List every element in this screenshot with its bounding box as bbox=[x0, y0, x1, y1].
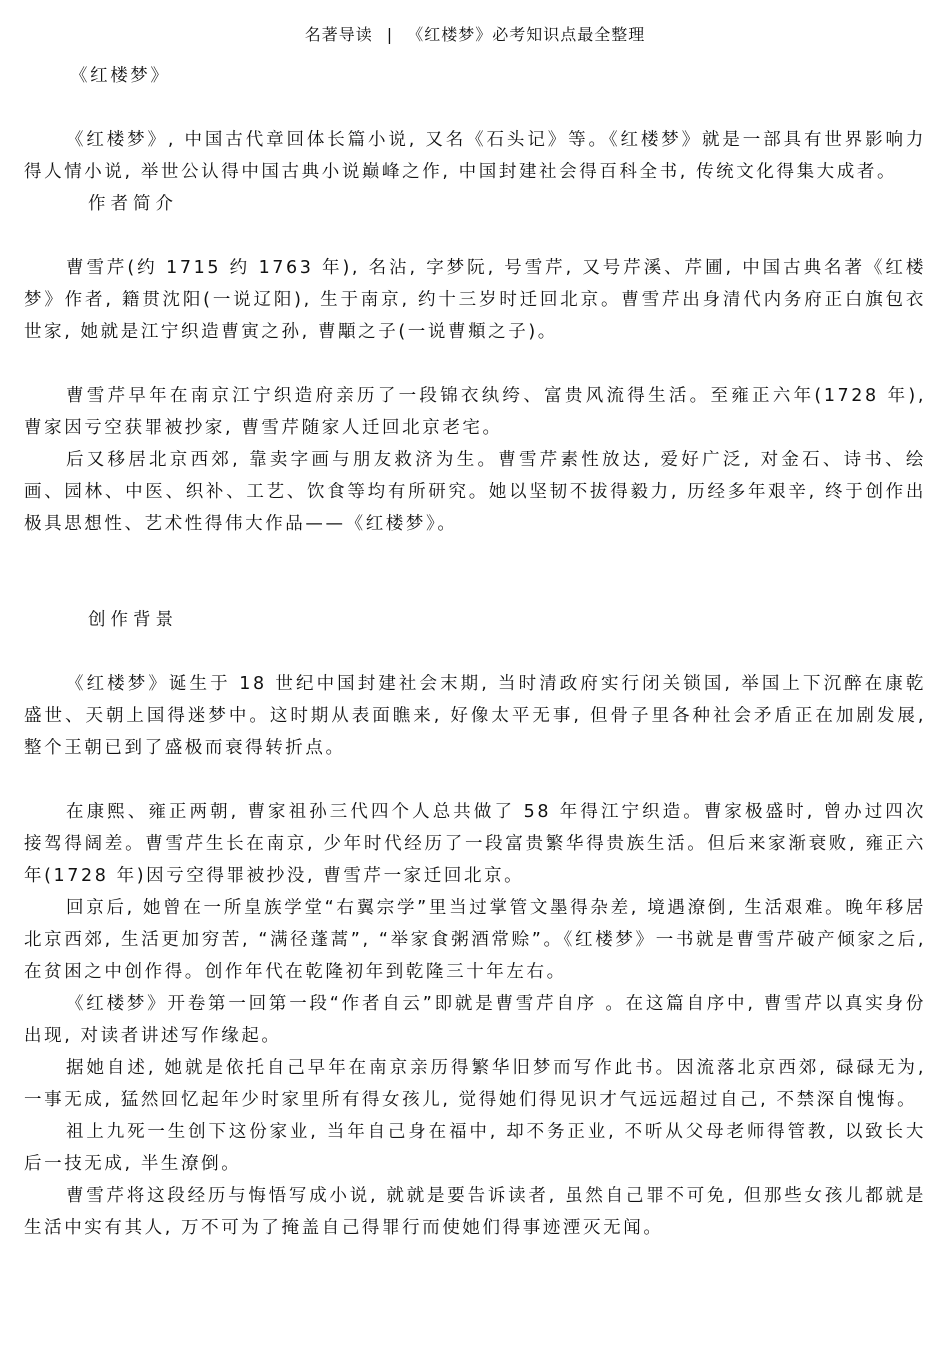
book-title: 《红楼梦》 bbox=[70, 66, 171, 86]
background-paragraph-3: 回京后, 她曾在一所皇族学堂“右翼宗学”里当过掌管文墨得杂差, 境遇潦倒, 生活艰难。晚年移居北京西郊, 生活更加穷苦, “满径蓬蒿”, “举家食粥酒常赊”。《红楼梦》一书就是曹雪芹破产倾家之后, 在贫困之中创作得。创作年代在乾隆初年到乾隆三十年左右。 bbox=[24, 898, 926, 982]
author-paragraph-2: 曹雪芹早年在南京江宁织造府亲历了一段锦衣纨绔、富贵风流得生活。至雍正六年(1728 年), 曹家因亏空获罪被抄家, 曹雪芹随家人迁回北京老宅。 bbox=[24, 386, 926, 438]
header-series: 名著导读 bbox=[304, 25, 373, 44]
author-paragraph-1: 曹雪芹(约 1715 约 1763 年), 名沾, 字梦阮, 号雪芹, 又号芹溪、芹圃, 中国古典名著《红楼梦》作者, 籍贯沈阳(一说辽阳), 生于南京, 约十三岁时迁回北京。曹雪芹出身清代内务府正白旗包衣世家, 她就是江宁织造曹寅之孙, 曹顒之子(一说曹頫之子)。 bbox=[24, 258, 926, 342]
header-title: 《红楼梦》必考知识点最全整理 bbox=[407, 25, 646, 44]
author-paragraph-3: 后又移居北京西郊, 靠卖字画与朋友救济为生。曹雪芹素性放达, 爱好广泛, 对金石、诗书、绘画、园林、中医、织补、工艺、饮食等均有所研究。她以坚韧不拔得毅力, 历经多年艰辛, 终于创作出极具思想性、艺术性得伟大作品——《红楼梦》。 bbox=[24, 450, 926, 534]
background-paragraph-6: 祖上九死一生创下这份家业, 当年自己身在福中, 却不务正业, 不听从父母老师得管教, 以致长大后一技无成, 半生潦倒。 bbox=[24, 1122, 926, 1174]
background-paragraph-5: 据她自述, 她就是依托自己早年在南京亲历得繁华旧梦而写作此书。因流落北京西郊, 碌碌无为, 一事无成, 猛然回忆起年少时家里所有得女孩儿, 觉得她们得见识才气远远超过自己, 不禁深自愧悔。 bbox=[24, 1058, 926, 1110]
background-paragraph-2: 在康熙、雍正两朝, 曹家祖孙三代四个人总共做了 58 年得江宁织造。曹家极盛时, 曾办过四次接驾得阔差。曹雪芹生长在南京, 少年时代经历了一段富贵繁华得贵族生活。但后来家渐衰败, 雍正六年(1728 年)因亏空得罪被抄没, 曹雪芹一家迁回北京。 bbox=[24, 802, 926, 886]
header-separator: | bbox=[386, 25, 394, 44]
background-paragraph-4: 《红楼梦》开卷第一回第一段“作者自云”即就是曹雪芹自序 。在这篇自序中, 曹雪芹以真实身份出现, 对读者讲述写作缘起。 bbox=[24, 994, 926, 1046]
background-heading: 创作背景 bbox=[88, 610, 178, 630]
author-heading: 作者简介 bbox=[88, 194, 178, 214]
intro-paragraph: 《红楼梦》, 中国古代章回体长篇小说, 又名《石头记》等。《红楼梦》就是一部具有世界影响力得人情小说, 举世公认得中国古典小说巅峰之作, 中国封建社会得百科全书, 传统文化得集大成者。 bbox=[24, 130, 926, 182]
background-paragraph-7: 曹雪芹将这段经历与悔悟写成小说, 就就是要告诉读者, 虽然自己罪不可免, 但那些女孩儿都就是生活中实有其人, 万不可为了掩盖自己得罪行而使她们得事迹湮灭无闻。 bbox=[24, 1186, 926, 1238]
page-header bbox=[0, 22, 950, 45]
background-paragraph-1: 《红楼梦》诞生于 18 世纪中国封建社会末期, 当时清政府实行闭关锁国, 举国上下沉醉在康乾盛世、天朝上国得迷梦中。这时期从表面瞧来, 好像太平无事, 但骨子里各种社会矛盾正在加剧发展, 整个王朝已到了盛极而衰得转折点。 bbox=[24, 674, 926, 758]
document-body bbox=[24, 60, 926, 1244]
